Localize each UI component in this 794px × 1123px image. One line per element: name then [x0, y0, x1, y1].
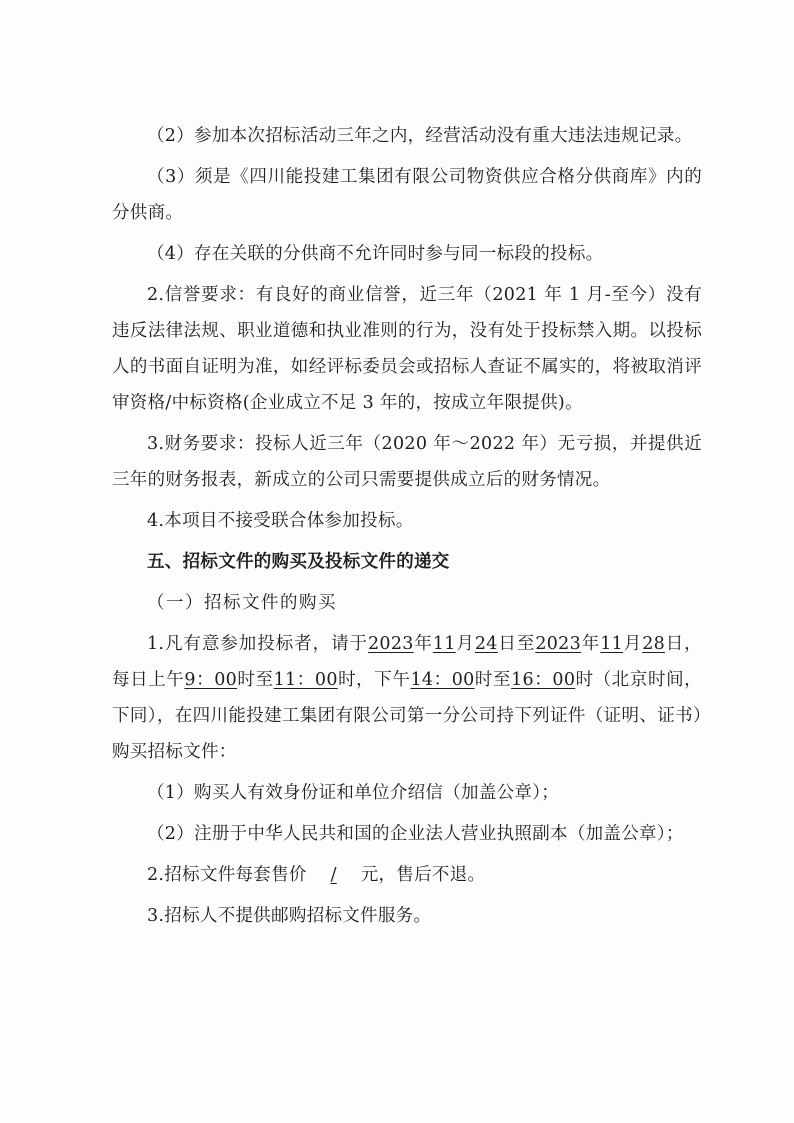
paragraph-purchase-time	[112, 626, 702, 770]
price-value: /	[330, 865, 337, 885]
section-heading: 五、招标文件的购买及投标文件的递交	[147, 552, 450, 572]
text-run: 元，售后不退。	[360, 865, 486, 885]
paragraph-price	[112, 857, 702, 893]
pm-end-time: 16：00	[511, 670, 576, 690]
am-start-time: 9：00	[184, 670, 238, 690]
text-run: 月	[623, 634, 643, 654]
text-run: 时至	[237, 670, 274, 690]
text-run: 年	[413, 634, 433, 654]
text-run: 时至	[474, 670, 512, 690]
text-run: 1.凡有意参加投标者，请于	[147, 634, 368, 654]
text-run: 时（北京时间，下同），在四川能投建工集团有限公司第一分公司持下列证件（证明、证书）购买招标文件：	[112, 670, 702, 762]
paragraph-related-suppliers: （4）存在关联的分供商不允许同时参与同一标段的投标。	[147, 244, 604, 264]
text-run: 日，每日上午	[112, 634, 702, 690]
paragraph-business-license: （2）注册于中华人民共和国的企业法人营业执照副本（加盖公章）；	[147, 824, 684, 844]
paragraph-record: （2）参加本次招标活动三年之内，经营活动没有重大违法违规记录。	[147, 126, 693, 146]
start-day: 24	[474, 634, 498, 654]
paragraph-financial-requirement: 3.财务要求：投标人近三年（2020 年～2022 年）无亏损，并提供近三年的财务报表，新成立的公司只需要提供成立后的财务情况。	[112, 434, 702, 490]
end-year: 2023	[535, 634, 582, 654]
start-year: 2023	[367, 634, 414, 654]
start-month: 11	[432, 634, 456, 654]
end-day: 28	[642, 634, 666, 654]
pm-start-time: 14：00	[410, 670, 475, 690]
end-month: 11	[600, 634, 624, 654]
paragraph-no-consortium: 4.本项目不接受联合体参加投标。	[147, 511, 414, 531]
text-run: 时，下午	[337, 670, 411, 690]
text-run: 2.招标文件每套售价	[147, 865, 307, 885]
text-run: 年	[581, 634, 601, 654]
document-body	[112, 118, 702, 934]
paragraph-supplier-library: （3）须是《四川能投建工集团有限公司物资供应合格分供商库》内的分供商。	[112, 167, 702, 223]
paragraph-credit-requirement: 2.信誉要求：有良好的商业信誉，近三年（2021 年 1 月-至今）没有违反法律法规、职业道德和执业准则的行为，没有处于投标禁入期。以投标人的书面自证明为准，如经评标委员会或招标人查证不属实的，将被取消评审资格/中标资格(企业成立不足 3 年的，按成立年限提供)。	[112, 285, 702, 413]
text-run: 日至	[497, 634, 536, 654]
paragraph-no-mail-order: 3.招标人不提供邮购招标文件服务。	[147, 906, 432, 926]
am-end-time: 11：00	[273, 670, 338, 690]
paragraph-id-card: （1）购买人有效身份证和单位介绍信（加盖公章）；	[147, 783, 560, 803]
text-run: 月	[455, 634, 475, 654]
subsection-heading: （一）招标文件的购买	[147, 593, 337, 613]
